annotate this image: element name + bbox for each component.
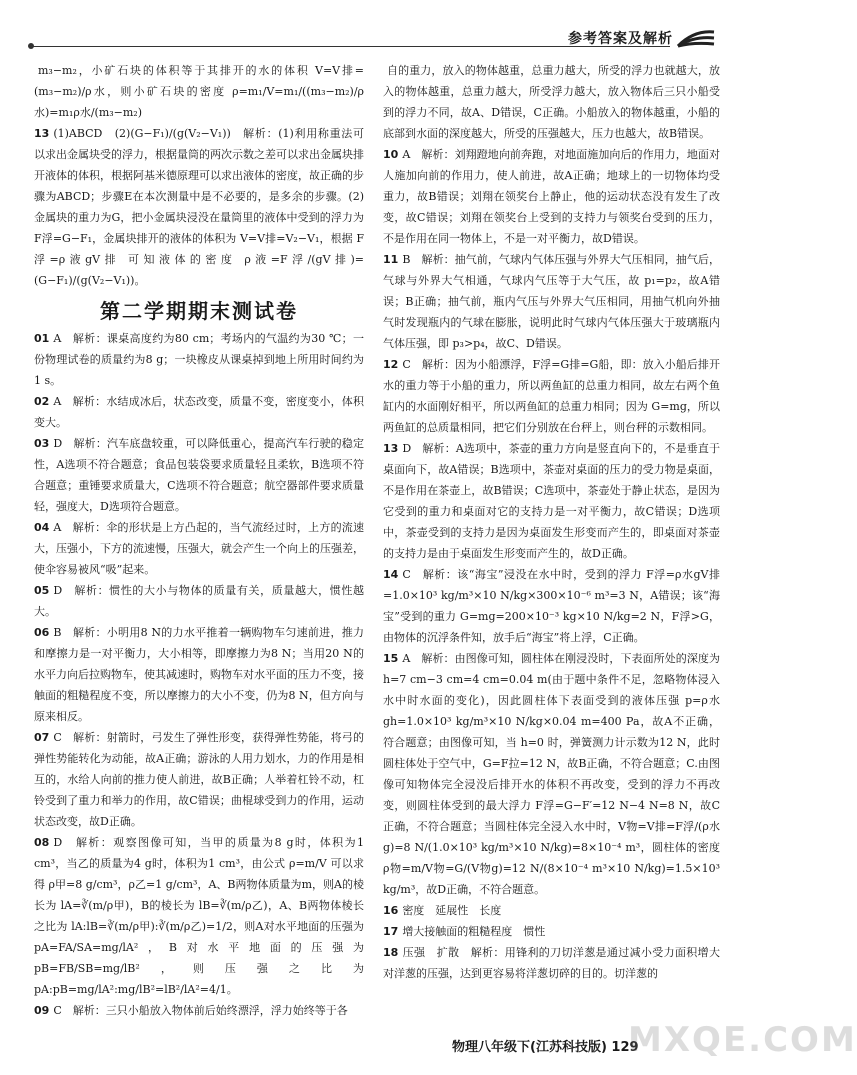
answer-item: 07 C 解析：射箭时，弓发生了弹性形变，获得弹性势能，将弓的弹性势能转化为动能，故A正确；游泳的人用力划水，力的作用是相互的，水给人向前的推力使人前进，故B正确；人举着杠铃不动，杠铃受到了重力和举力的作用，故C错误；曲棍球受到力的作用，运动状态改变，故D正确。 [34,731,364,828]
answer-item: 16 密度 延展性 长度 [383,904,502,917]
answer-item: 04 A 解析：伞的形状是上方凸起的，当气流经过时，上方的流速大，压强小，下方的流速慢，压强大，就会产生一个向上的压强差，使伞容易被风“吸”起来。 [34,521,364,576]
answer-item: 13 (1)ABCD (2)(G−F₁)/(g(V₂−V₁)) 解析：(1)利用称重法可以求出金属块受的浮力，根据量筒的两次示数之差可以求出金属块排开液体的体积，根据阿基米德原理可以求出液体的密度，故正确的步骤为ABCD；步骤E在本次测量中是不必要的，是多余的步骤。(2)金属块的重力为G，把小金属块浸没在量筒里的液体中受到的浮力为 F浮=G−F₁，金属块排开的液体的体积为 V=V排=V₂−V₁，根据 F浮=ρ液gV排 可知液体的密度 ρ液=F浮/(gV排)=(G−F₁)/(g(V₂−V₁))。 [34,127,364,287]
answer-item: 01 A 解析：课桌高度约为80 cm；考场内的气温约为30 ℃；一份物理试卷的质量约为8 g；一块橡皮从课桌掉到地上所用时间约为1 s。 [34,332,364,387]
answer-item: 09 C 解析：三只小船放入物体前后始终漂浮，浮力始终等于各 [34,1004,348,1017]
section-title: 第二学期期末测试卷 [100,299,298,323]
answer-item: 自的重力，放入的物体越重，总重力越大，所受的浮力也就越大，放入的物体越重，总重力越大，所受浮力越大，放入物体后三只小船受到的浮力不同，故A、D错误，C正确。小船放入的物体越重，小船的底部到水面的深度越大，所受的压强越大，压力也越大，故B错误。 [383,64,720,140]
page-header [0,0,750,52]
answer-item: 06 B 解析：小明用8 N的力水平推着一辆购物车匀速前进，推力和摩擦力是一对平衡力，大小相等，即摩擦力为8 N；当用20 N的水平力向后拉购物车，使其减速时，购物车对水平面的压力不变，接触面的粗糙程度不变，所以摩擦力的大小不变，仍为8 N，但方向与原来相反。 [34,626,364,723]
answer-item: 08 D 解析：观察图像可知，当甲的质量为8 g时，体积为1 cm³，当乙的质量为4 g时，体积为1 cm³，由公式 ρ=m/V 可以求得 ρ甲=8 g/cm³，ρ乙=1 g/cm³，A、B两物体质量为m，则A的棱长为 lA=∛(m/ρ甲)，B的棱长为 lB=∛(m/ρ乙)，A、B两物体棱长之比为 lA:lB=∛(m/ρ甲):∛(m/ρ乙)=1/2，则A对水平地面的压强为 pA=FA/SA=mg/lA²，B对水平地面的压强为 pB=FB/SB=mg/lB²，则压强之比为 pA:pB=mg/lA²:mg/lB²=lB²/lA²=4/1。 [34,836,364,996]
left-column [34,60,364,1021]
book-logo-icon [676,26,716,50]
right-column [383,60,720,984]
header-title: 参考答案及解析 [568,31,673,47]
answer-item: 14 C 解析：该“海宝”浸没在水中时，受到的浮力 F浮=ρ水gV排=1.0×10³ kg/m³×10 N/kg×300×10⁻⁶ m³=3 N，A错误；该“海宝”受到的重力 G=mg=200×10⁻³ kg×10 N/kg=2 N，F浮>G，由物体的沉浮条件知，放手后“海宝”将上浮，C正确。 [383,568,720,644]
page-footer: 物理八年级下(江苏科技版) 129 [452,1040,639,1055]
answer-item: 12 C 解析：因为小船漂浮，F浮=G排=G船，即：放入小船后排开水的重力等于小船的重力，所以两鱼缸的总重力相同，故左右两个鱼缸内的水面刚好相平，所以两鱼缸的总重力相同；因为 G=mg，所以两鱼缸的总质量相同，把它们分别放在台秤上，则台秤的示数相同。 [383,358,720,434]
answer-item: 17 增大接触面的粗糙程度 惯性 [383,925,546,938]
answer-item: 03 D 解析：汽车底盘较重，可以降低重心，提高汽车行驶的稳定性，A选项不符合题意；食品包装袋要求质量轻且柔软，B选项不符合题意；重锤要求质量大，C选项不符合题意；航空器部件要求质量轻，强度大，D选项符合题意。 [34,437,364,513]
answer-item: 10 A 解析：刘翔蹬地向前奔跑，对地面施加向后的作用力，地面对人施加向前的作用力，使人前进，故A正确；地球上的一切物体均受重力，故B错误；刘翔在领奖台上静止，他的运动状态没有发生了改变，故C错误；刘翔在领奖台上受到的支持力与领奖台受到的压力，不是作用在同一物体上，不是一对平衡力，故D错误。 [383,148,720,245]
answer-item: 15 A 解析：由图像可知，圆柱体在刚浸没时，下表面所处的深度为 h=7 cm−3 cm=4 cm=0.04 m(由于题中条件不足，忽略物体浸入水中时水面的变化)，因此圆柱体下表面受到的液体压强 p=ρ水gh=1.0×10³ kg/m³×10 N/kg×0.04 m=400 Pa，故A不正确，符合题意；由图像可知，当 h=0 时，弹簧测力计示数为12 N，此时圆柱体处于空气中，G=F拉=12 N，故B正确，不符合题意；C.由图像可知物体完全浸没后排开水的体积不再改变，受到的浮力不再改变，则圆柱体受到的最大浮力 F浮=G−F′=12 N−4 N=8 N，故C正确，不符合题意；当圆柱体完全浸入水中时，V物=V排=F浮/(ρ水g)=8 N/(1.0×10³ kg/m³×10 N/kg)=8×10⁻⁴ m³，圆柱体的密度 ρ物=m/V物=G/(V物g)=12 N/(8×10⁻⁴ m³×10 N/kg)=1.5×10³ kg/m³，故D正确，不符合题意。 [383,652,720,896]
watermark: MXQE.COM [628,1020,857,1060]
answer-item: 05 D 解析：惯性的大小与物体的质量有关，质量越大，惯性越大。 [34,584,364,618]
answer-item: m₃−m₂，小矿石块的体积等于其排开的水的体积 V=V排=(m₃−m₂)/ρ水，则小矿石块的密度 ρ=m₁/V=m₁/((m₃−m₂)/ρ水)=m₁ρ水/(m₃−m₂) [34,64,364,119]
answer-item: 13 D 解析：A选项中，茶壶的重力方向是竖直向下的，不是垂直于桌面向下，故A错误；B选项中，茶壶对桌面的压力的受力物是桌面，不是作用在茶壶上，故B错误；C选项中，茶壶处于静止状态，是因为它受到的重力和桌面对它的支持力是一对平衡力，故C错误；D选项中，茶壶受到的支持力是因为桌面发生形变而产生的，即桌面对茶壶的支持力是由于桌面发生形变而产生的，故D正确。 [383,442,720,560]
answer-item: 18 压强 扩散 解析：用锋利的刀切洋葱是通过减小受力面积增大对洋葱的压强，达到更容易将洋葱切碎的目的。切洋葱的 [383,946,720,980]
answer-item: 11 B 解析：抽气前，气球内气体压强与外界大气压相同，抽气后，气球与外界大气相通，气球内气压等于大气压，故 p₁=p₂，故A错误；B正确；抽气前，瓶内气压与外界大气压相同，用抽气机向外抽气时发现瓶内的气球在膨胀，说明此时气球内气体压强大于玻璃瓶内气体压强，即 p₃>p₄，故C、D错误。 [383,253,720,350]
answer-item: 02 A 解析：水结成冰后，状态改变，质量不变，密度变小，体积变大。 [34,395,364,429]
